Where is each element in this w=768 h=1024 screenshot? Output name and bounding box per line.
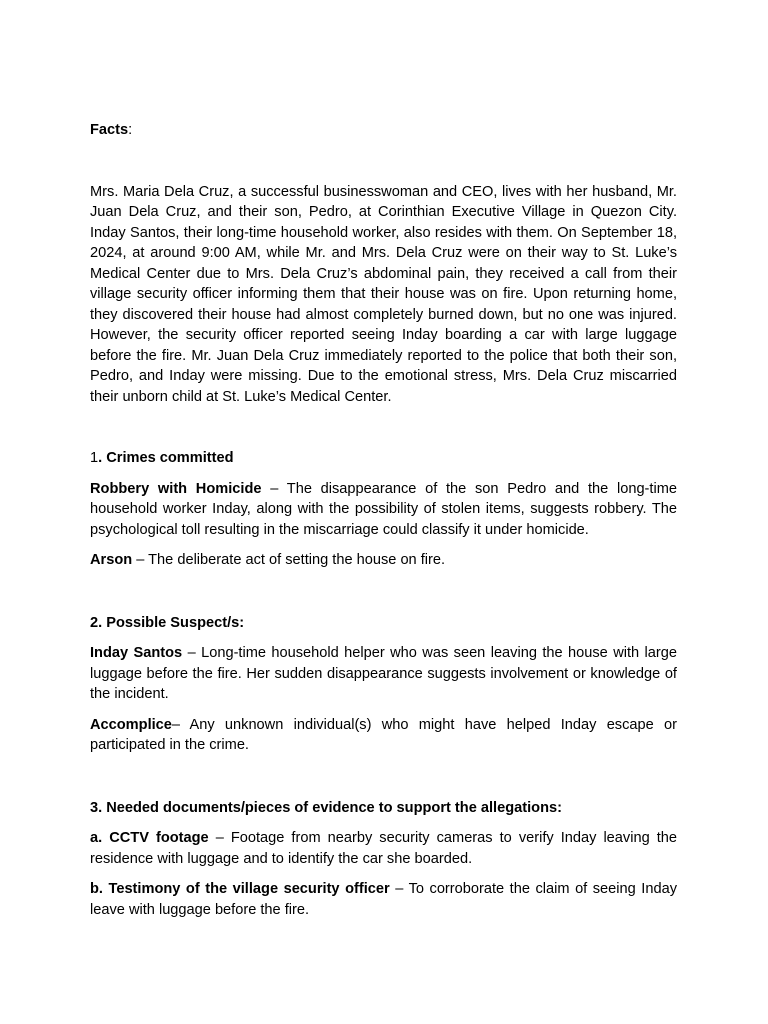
evidence-item-cctv: [90, 828, 677, 869]
item-term: b. Testimony of the village security officer: [90, 881, 390, 897]
item-description: – To corroborate the claim of seeing Inday leave with luggage before the fire.: [90, 881, 677, 918]
item-term: Arson: [90, 552, 133, 568]
suspect-item-inday: [90, 643, 677, 705]
facts-heading: [90, 120, 677, 141]
document-page: [90, 120, 677, 930]
section-number: 1: [90, 450, 99, 466]
section-title: . Crimes committed: [98, 450, 234, 466]
item-description: – The deliberate act of setting the house on fire.: [132, 552, 446, 568]
crime-item-arson: [90, 550, 677, 571]
section-heading-evidence: 3. Needed documents/pieces of evidence to support the allegations:: [90, 799, 562, 816]
facts-colon: :: [128, 122, 133, 138]
item-term: Robbery with Homicide: [90, 480, 262, 497]
item-term: Accomplice: [90, 716, 172, 733]
item-term: a. CCTV footage: [90, 830, 209, 846]
facts-paragraph: Mrs. Maria Dela Cruz, a successful businesswoman and CEO, lives with her husband, Mr. Juan Dela Cruz, and their son, Pedro, at Corinthian Executive Village in Quezon City. Inday Santos, their long-time household worker, also resides with them. On September 18, 2024, at around 9:00 AM, while Mr. and Mrs. Dela Cruz were on their way to St. Luke’s Medical Center due to Mrs. Dela Cruz’s abdominal pain, they received a call from their village security officer informing them that their house was on fire. Upon returning home, they discovered their house had almost completely burned down, but no one was injured. However, the security officer reported seeing Inday boarding a car with large luggage before the fire. Mr. Juan Dela Cruz immediately reported to the police that both their son, Pedro, and Inday were missing. Due to the emotional stress, Mrs. Dela Cruz miscarried their unborn child at St. Luke’s Medical Center.: [90, 183, 677, 405]
item-description: – Footage from nearby security cameras to verify Inday leaving the residence with luggage and to identify the car she boarded.: [90, 830, 678, 867]
facts-label: Facts: [90, 122, 129, 138]
item-description: – The disappearance of the son Pedro and the long-time household worker Inday, along with the possibility of stolen items, suggests robbery. The psychological toll resulting in the miscarriage could classify it under homicide.: [90, 480, 677, 538]
crime-item-robbery: [90, 479, 677, 541]
suspect-item-accomplice: [90, 715, 677, 756]
evidence-item-testimony: [90, 879, 677, 920]
item-term: Inday Santos: [90, 645, 183, 661]
section-heading-crimes: [90, 448, 677, 469]
item-description: – Any unknown individual(s) who might have helped Inday escape or participated in the crime.: [90, 716, 677, 753]
item-description: – Long-time household helper who was seen leaving the house with large luggage before the fire. Her sudden disappearance suggests involvement or knowledge of the incident.: [90, 645, 677, 702]
section-heading-suspects: 2. Possible Suspect/s:: [90, 614, 245, 631]
